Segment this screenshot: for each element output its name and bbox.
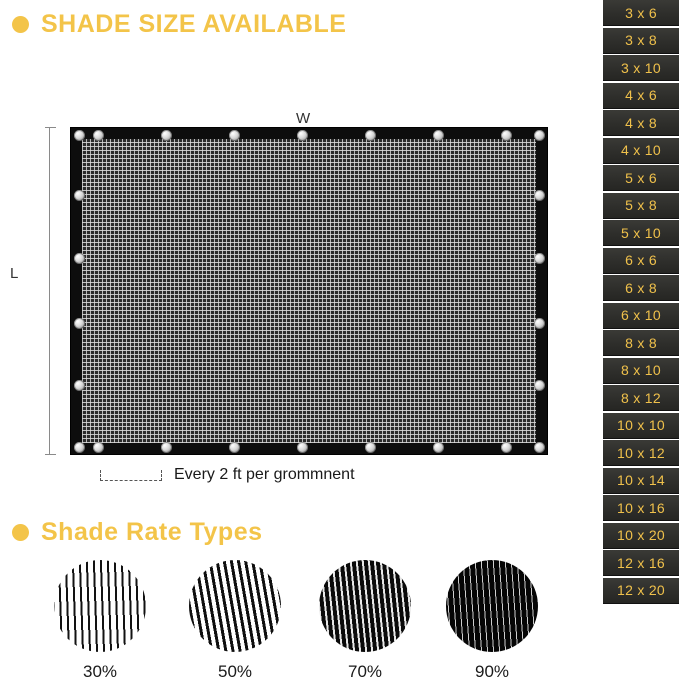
grommet-icon	[74, 190, 85, 201]
grommet-icon	[74, 318, 85, 329]
grommet-icon	[534, 130, 545, 141]
size-chip[interactable]: 10 x 12	[603, 440, 679, 466]
size-chip[interactable]: 5 x 10	[603, 220, 679, 246]
grommet-icon	[501, 442, 512, 453]
grommet-icon	[74, 130, 85, 141]
size-chip[interactable]: 3 x 10	[603, 55, 679, 81]
size-chip[interactable]: 10 x 16	[603, 495, 679, 521]
size-chip[interactable]: 4 x 8	[603, 110, 679, 136]
mesh-30-icon	[54, 560, 146, 652]
shade-rate-label: 90%	[474, 662, 510, 681]
size-chip[interactable]: 5 x 6	[603, 165, 679, 191]
grommet-icon	[365, 442, 376, 453]
grommet-icon	[74, 253, 85, 264]
grommet-icon	[161, 130, 172, 141]
bullet-dot-icon	[12, 16, 29, 33]
size-chip[interactable]: 8 x 10	[603, 358, 679, 384]
size-chip[interactable]: 3 x 6	[603, 0, 679, 26]
grommet-spacing-note	[100, 466, 355, 484]
bullet-dot-icon	[12, 524, 29, 541]
spacing-bracket-icon	[100, 470, 162, 481]
shade-cloth-illustration	[70, 127, 548, 455]
grommet-icon	[534, 318, 545, 329]
grommet-icon	[534, 253, 545, 264]
grommet-icon	[74, 380, 85, 391]
size-chip[interactable]: 10 x 20	[603, 523, 679, 549]
shade-rate-heading	[12, 518, 263, 547]
size-chip[interactable]: 6 x 8	[603, 275, 679, 301]
grommet-icon	[433, 130, 444, 141]
shade-rate-label: 30%	[82, 662, 118, 681]
shade-rate-label: 70%	[347, 662, 383, 681]
size-chip[interactable]: 12 x 20	[603, 578, 679, 604]
tarp-diagram	[0, 52, 600, 502]
size-chip[interactable]: 12 x 16	[603, 550, 679, 576]
shade-size-heading	[12, 10, 346, 39]
size-chip[interactable]: 5 x 8	[603, 193, 679, 219]
size-list	[600, 0, 679, 698]
size-chip[interactable]: 8 x 8	[603, 330, 679, 356]
size-chip[interactable]: 4 x 10	[603, 138, 679, 164]
grommet-icon	[93, 442, 104, 453]
shade-rate-item	[40, 560, 160, 682]
grommet-icon	[534, 190, 545, 201]
size-chip[interactable]: 10 x 10	[603, 413, 679, 439]
shade-rate-list	[20, 560, 580, 690]
width-dimension-label: W	[296, 110, 311, 127]
grommet-note-text: Every 2 ft per grommnent	[174, 466, 355, 483]
grommet-icon	[229, 442, 240, 453]
grommet-icon	[93, 130, 104, 141]
mesh-50-icon	[189, 560, 281, 652]
mesh-fabric-texture	[82, 139, 536, 443]
shade-rate-label: 50%	[217, 662, 253, 681]
size-chip[interactable]: 8 x 12	[603, 385, 679, 411]
grommet-icon	[229, 130, 240, 141]
shade-rate-item	[175, 560, 295, 682]
shade-rate-title-text: Shade Rate Types	[41, 518, 263, 546]
size-chip[interactable]: 6 x 10	[603, 303, 679, 329]
grommet-icon	[297, 130, 308, 141]
grommet-icon	[297, 442, 308, 453]
grommet-icon	[534, 380, 545, 391]
length-dimension-label: L	[10, 265, 19, 282]
grommet-icon	[74, 442, 85, 453]
size-chip[interactable]: 6 x 6	[603, 248, 679, 274]
shade-size-title-text: SHADE SIZE AVAILABLE	[41, 10, 347, 38]
grommet-icon	[161, 442, 172, 453]
length-dimension-line	[49, 127, 51, 455]
grommet-icon	[365, 130, 376, 141]
shade-rate-item	[432, 560, 552, 682]
mesh-90-icon	[446, 560, 538, 652]
grommet-icon	[501, 130, 512, 141]
size-chip[interactable]: 10 x 14	[603, 468, 679, 494]
size-chip[interactable]: 3 x 8	[603, 28, 679, 54]
grommet-icon	[534, 442, 545, 453]
mesh-70-icon	[319, 560, 411, 652]
shade-rate-item	[305, 560, 425, 682]
grommet-icon	[433, 442, 444, 453]
size-chip[interactable]: 4 x 6	[603, 83, 679, 109]
